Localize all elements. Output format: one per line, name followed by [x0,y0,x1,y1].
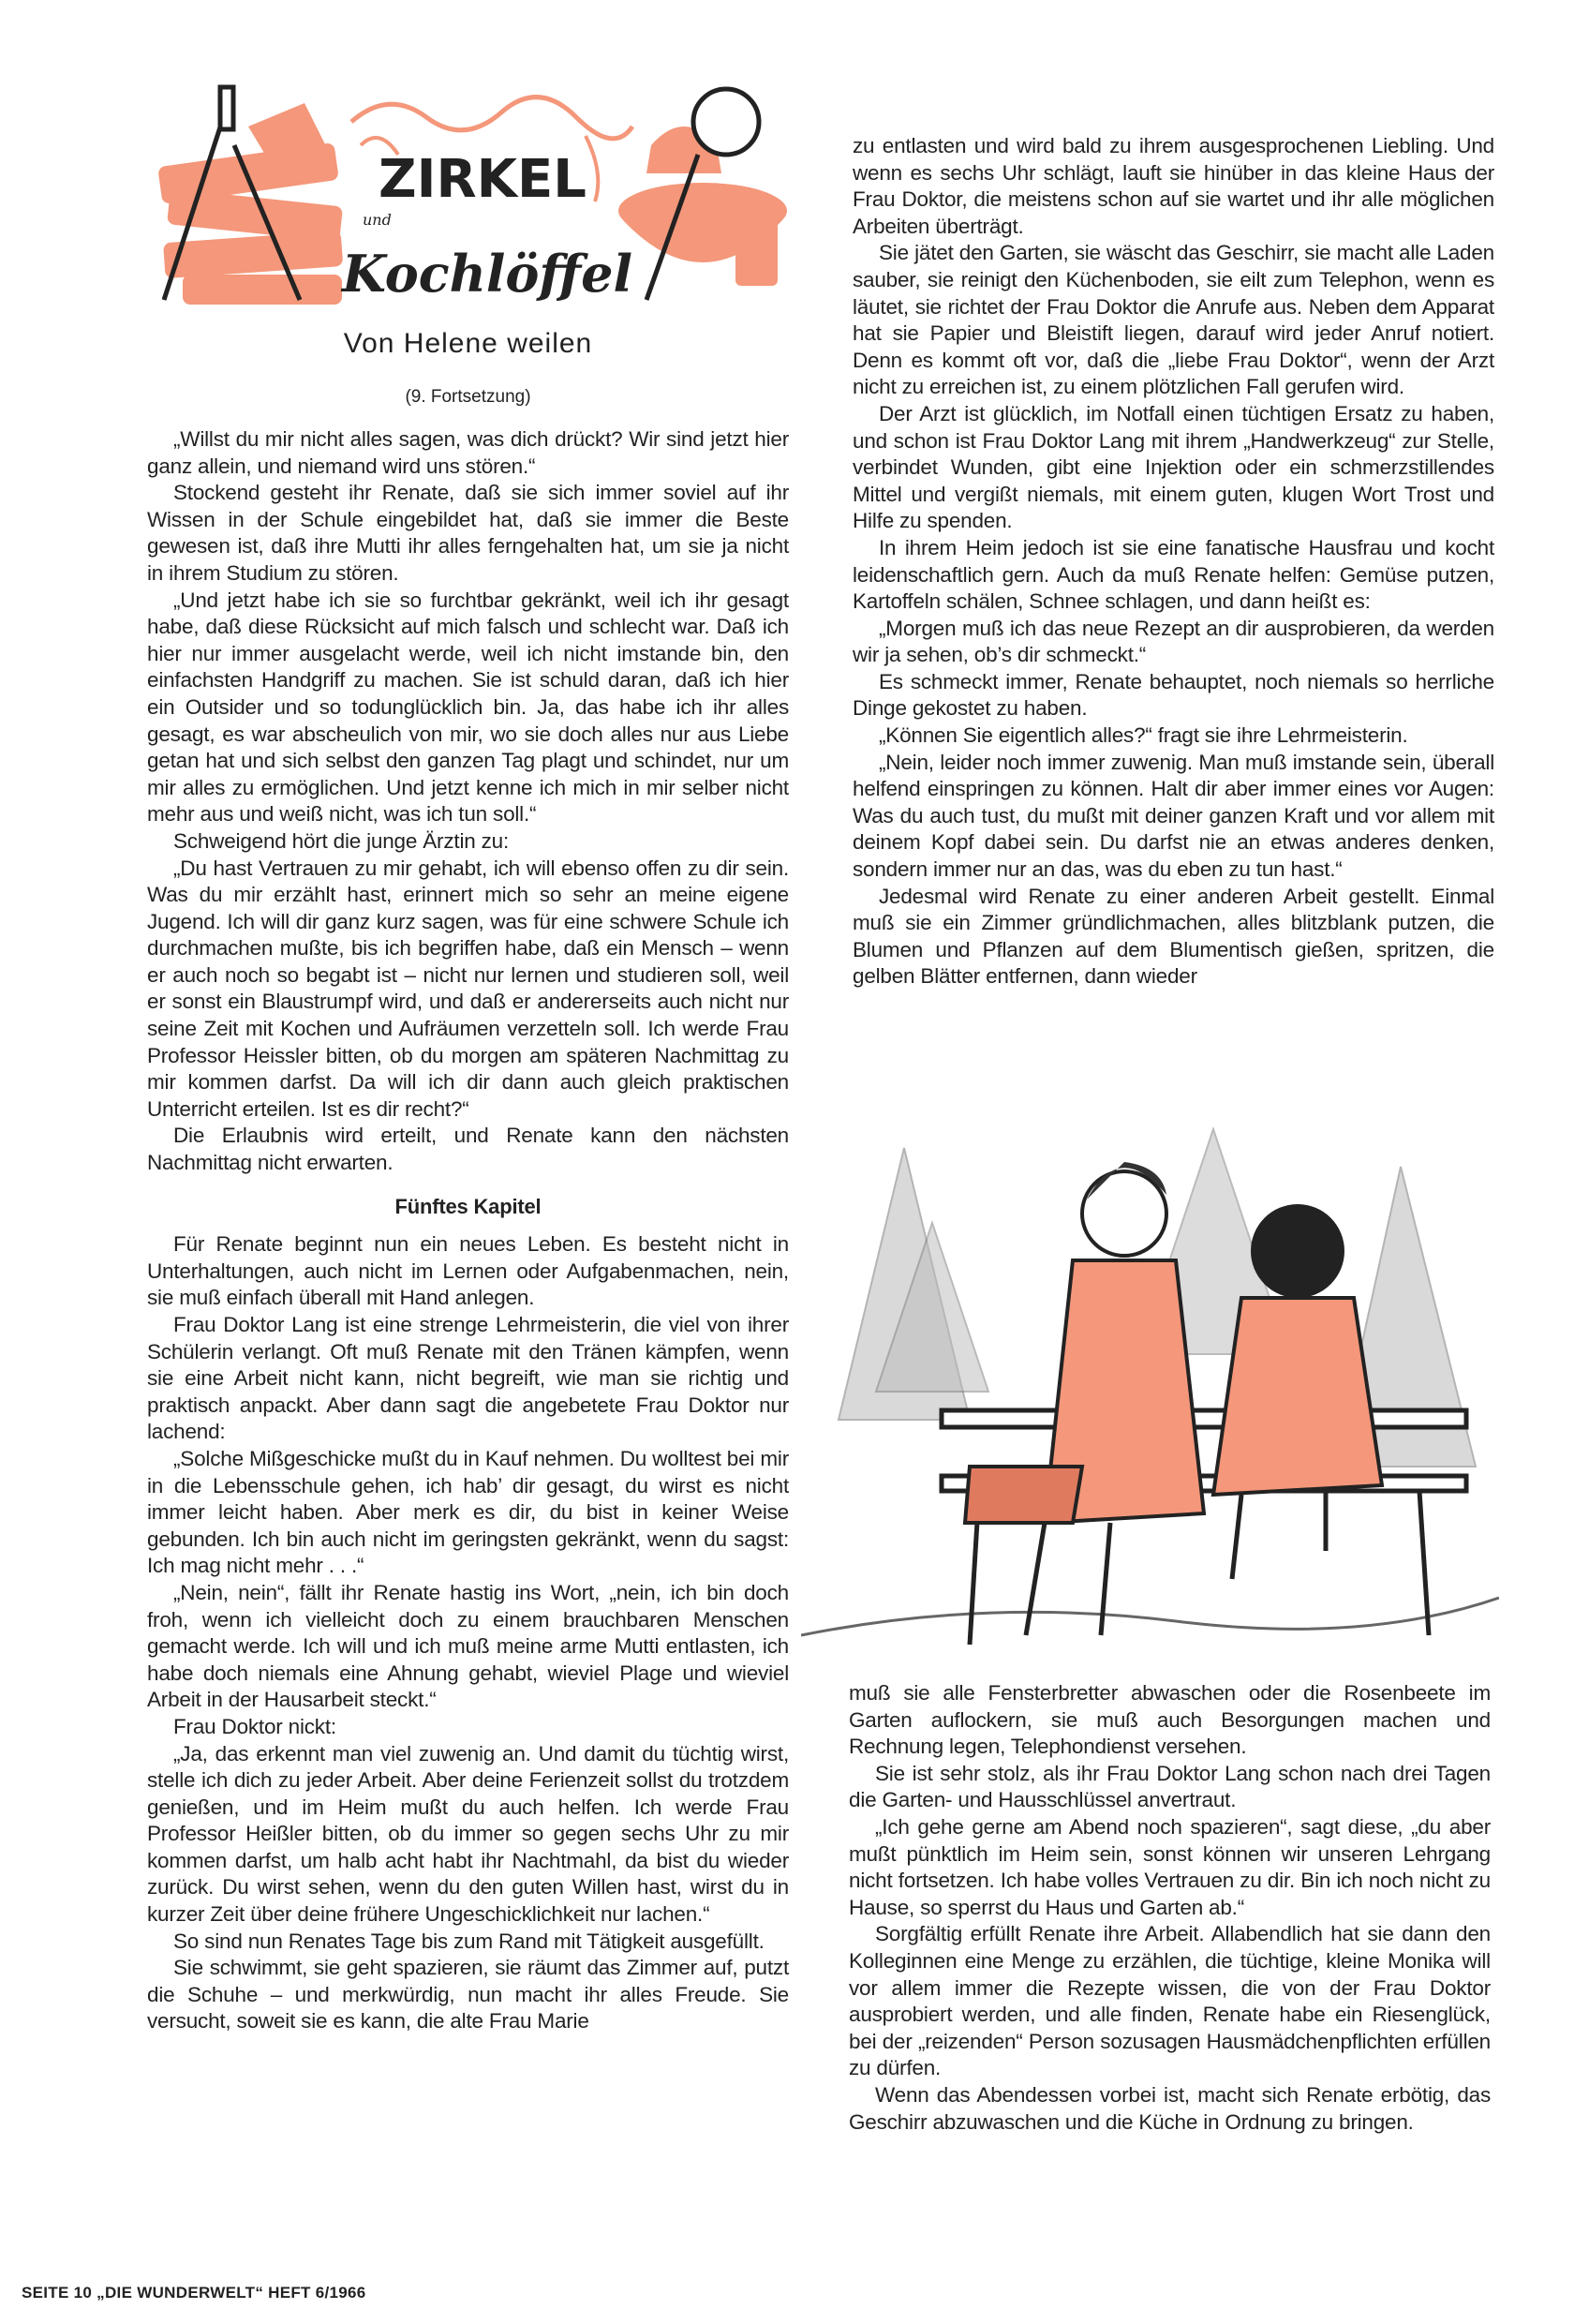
paragraph: „Ich gehe gerne am Abend noch spazieren“, sagt diese, „du aber mußt pünktlich im Heim sein, sonst können wir unseren Lehrgang nicht fortsetzen. Ich habe volles Vertrauen zu dir. Bin ich noch nicht zu Hause, so sperrst du Haus und Garten ab.“ [849,1814,1491,1919]
paragraph: Frau Doktor Lang ist eine strenge Lehrmeisterin, die viel von ihrer Schülerin verlangt. Oft muß Renate mit den Tränen kämpfen, wenn sie eine Arbeit nicht kann, nicht begreift, wie man sie richtig und praktisch anpackt. Aber dann sagt die angebetete Frau Doktor nur lachend: [147,1313,789,1444]
illustration-women-on-bench [801,1110,1499,1663]
paragraph: Der Arzt ist glücklich, im Notfall einen tüchtigen Ersatz zu haben, und schon ist Frau Doktor Lang mit ihrem „Handwerkzeug“ zur Stelle, verbindet Wunden, gibt eine Injektion oder ein schmerzstillendes Mittel und vergißt niemals, mit einem guten, klugen Wort Trost und Hilfe zu spenden. [853,401,1494,533]
paragraph: „Und jetzt habe ich sie so furchtbar gekränkt, weil ich ihr gesagt habe, daß diese Rücksicht auf mich falsch und schlecht war. Daß ich hier nur immer ausgelacht werde, weil ich nicht imstande bin, den einfachsten Handgriff zu machen. Sie ist schuld daran, daß ich hier ein Outsider und so todunglücklich bin. Ja, das habe ich ihr alles gesagt, es war abscheulich von mir, wo sie doch alles nur aus Liebe getan hat und sich selbst den ganzen Tag plagt und schindet, nur um mir alles zu ermöglichen. Und jetzt kenne ich mich in mir selber nicht mehr aus und weiß nicht, was ich tun soll.“ [147,588,789,827]
paragraph: zu entlasten und wird bald zu ihrem ausgesprochenen Liebling. Und wenn es sechs Uhr schlägt, lauft sie hinüber in das kleine Haus der Frau Doktor, die meistens schon auf sie wartet und ihr alle möglichen Arbeiten überträgt. [853,134,1494,238]
paragraph: „Nein, nein“, fällt ihr Renate hastig ins Wort, „nein, ich bin doch froh, wenn ich vielleicht doch zu einem brauchbaren Menschen gemacht werde. Ich will und ich muß meine arme Mutti entlasten, ich habe doch niemals eine Ahnung gehabt, wieviel Plage und wieviel Arbeit in der Hausarbeit steckt.“ [147,1580,789,1712]
right-column-bottom [849,1680,1491,2136]
logo-word-zirkel: ZIRKEL [379,149,587,210]
paragraph: Sie jätet den Garten, sie wäscht das Geschirr, sie macht alle Laden sauber, sie reinigt den Küchenboden, sie eilt zum Telephon, wenn es läutet, sie richtet der Frau Doktor die Anrufe aus. Neben dem Apparat hat sie Papier und Bleistift liegen, darauf wird jeder Anruf notiert. Denn es kommt oft vor, daß die „liebe Frau Doktor“, wenn der Arzt nicht zu erreichen ist, zu einem plötzlichen Fall gerufen wird. [853,241,1494,399]
paragraph: Schweigend hört die junge Ärztin zu: [173,828,510,853]
paragraph: „Können Sie eigentlich alles?“ fragt sie ihre Lehrmeisterin. [879,723,1408,748]
left-column [147,426,789,2035]
right-column-top [853,133,1494,991]
paragraph: Sie schwimmt, sie geht spazieren, sie räumt das Zimmer auf, putzt die Schuhe – und merkwürdig, nun macht ihr alles Freude. Sie versucht, soweit sie es kann, die alte Frau Marie [147,1956,789,2034]
paragraph: Sorgfältig erfüllt Renate ihre Arbeit. Allabendlich hat sie dann den Kolleginnen eine Menge zu erzählen, die tüchtige, kleine Monika will vor allem immer die Rezepte wissen, die von der Frau Doktor ausprobiert werden, und alle finden, Renate habe ein Riesenglück, bei der „reizenden“ Person sozusagen Hausmädchenpflichten erfüllen zu dürfen. [849,1922,1491,2080]
paragraph: Die Erlaubnis wird erteilt, und Renate kann den nächsten Nachmittag nicht erwarten. [147,1124,789,1175]
logo-word-und: und [363,211,392,229]
paragraph: In ihrem Heim jedoch ist sie eine fanatische Hausfrau und kocht leidenschaftlich gern. Auch da muß Renate helfen: Gemüse putzen, Kartoffeln schälen, Schnee schlagen, und dann heißt es: [853,535,1494,614]
paragraph: „Solche Mißgeschicke mußt du in Kauf nehmen. Du wolltest bei mir in die Lebensschule gehen, ich hab’ dir gesagt, du wirst es nicht immer leicht haben. Aber merk es dir, du bist in keiner Weise gebunden. Ich bin auch nicht im geringsten gekränkt, wenn du sagst: Ich mag nicht mehr . . .“ [147,1446,789,1578]
paragraph: „Nein, leider noch immer zuwenig. Man muß imstande sein, überall helfend einspringen zu können. Halt dir aber immer eines vor Augen: Was du auch tust, du mußt mit deiner ganzen Kraft und vor allem mit deinem Kopf dabei sein. Du darfst nie an etwas anderes denken, sondern immer nur an das, was du eben zu tun hast.“ [853,750,1494,882]
paragraph: Es schmeckt immer, Renate behauptet, noch niemals so herrliche Dinge gekostet zu haben. [853,669,1494,721]
chapter-heading: Fünftes Kapitel [394,1194,542,1218]
paragraph: Sie ist sehr stolz, als ihr Frau Doktor Lang schon nach drei Tagen die Garten- und Hausschlüssel anvertraut. [849,1761,1491,1812]
paragraph: „Du hast Vertrauen zu mir gehabt, ich will ebenso offen zu dir sein. Was du mir erzählt hast, erinnert mich so sehr an meine eigene Jugend. Ich will dir ganz kurz sagen, was für eine schwere Schule ich durchmachen mußte, bis ich begriffen habe, daß ein Mensch – wenn er auch noch so begabt ist – nicht nur lernen und studieren soll, weil er sonst ein Blaustrumpf wird, und daß er andererseits auch nicht nur seine Zeit mit Kochen und Aufräumen verzetteln soll. Ich werde Frau Professor Heissler bitten, ob du morgen am späteren Nachmittag zu mir kommen darfst. Da will ich dir dann auch gleich praktischen Unterricht erteilen. Ist es dir recht?“ [147,856,789,1121]
paragraph: Stockend gesteht ihr Renate, daß sie sich immer soviel auf ihr Wissen in der Schule eingebildet hat, daß sie immer die Beste gewesen ist, daß ihre Mutti ihr alles ferngehalten hat, um sie ja nicht in ihrem Studium zu stören. [147,481,789,585]
zirkel-und-kochloeffel-logo [145,70,801,314]
paragraph: Wenn das Abendessen vorbei ist, macht sich Renate erbötig, das Geschirr abzuwaschen und die Küche in Ordnung zu bringen. [849,2082,1491,2134]
author-byline: Von Helene weilen [343,328,593,359]
paragraph: Für Renate beginnt nun ein neues Leben. Es besteht nicht in Unterhaltungen, auch nicht im Lernen oder Aufgabenmachen, nein, sie muß einfach überall mit Hand anlegen. [147,1232,789,1310]
paragraph: Jedesmal wird Renate zu einer anderen Arbeit gestellt. Einmal muß sie ein Zimmer gründlichmachen, alles blitzblank putzen, die Blumen und Pflanzen auf dem Blumentisch gießen, spritzen, die gelben Blätter entfernen, dann wieder [853,884,1494,989]
paragraph: So sind nun Renates Tage bis zum Rand mit Tätigkeit ausgefüllt. [173,1929,765,1953]
installment-label: (9. Fortsetzung) [405,387,531,407]
paragraph: „Morgen muß ich das neue Rezept an dir ausprobieren, da werden wir ja sehen, ob’s dir schmeckt.“ [853,616,1494,667]
paragraph: „Willst du mir nicht alles sagen, was dich drückt? Wir sind jetzt hier ganz allein, und niemand wird uns stören.“ [147,427,789,478]
paragraph: muß sie alle Fensterbretter abwaschen oder die Rosenbeete im Garten auflockern, sie muß auch Besorgungen machen und Rechnung legen, Telephondienst versehen. [849,1681,1491,1759]
page-footer: SEITE 10 „DIE WUNDERWELT“ HEFT 6/1966 [22,2284,366,2302]
paragraph: „Ja, das erkennt man viel zuwenig an. Und damit du tüchtig wirst, stelle ich dich zu jeder Arbeit. Aber deine Ferienzeit sollst du trotzdem genießen, und im Heim mußt du auch helfen. Ich werde Frau Professor Heißler bitten, ob du immer so gegen sechs Uhr zu mir kommen darfst, um halb acht habt ihr Nachtmahl, da bist du wieder zurück. Du wirst sehen, wenn du den guten Willen hast, wirst du in kurzer Zeit über deine frühere Ungeschicklichkeit nur lachen.“ [147,1741,789,1927]
logo-word-kochloeffel: Kochlöffel [342,244,632,304]
paragraph: Frau Doktor nickt: [173,1714,336,1738]
